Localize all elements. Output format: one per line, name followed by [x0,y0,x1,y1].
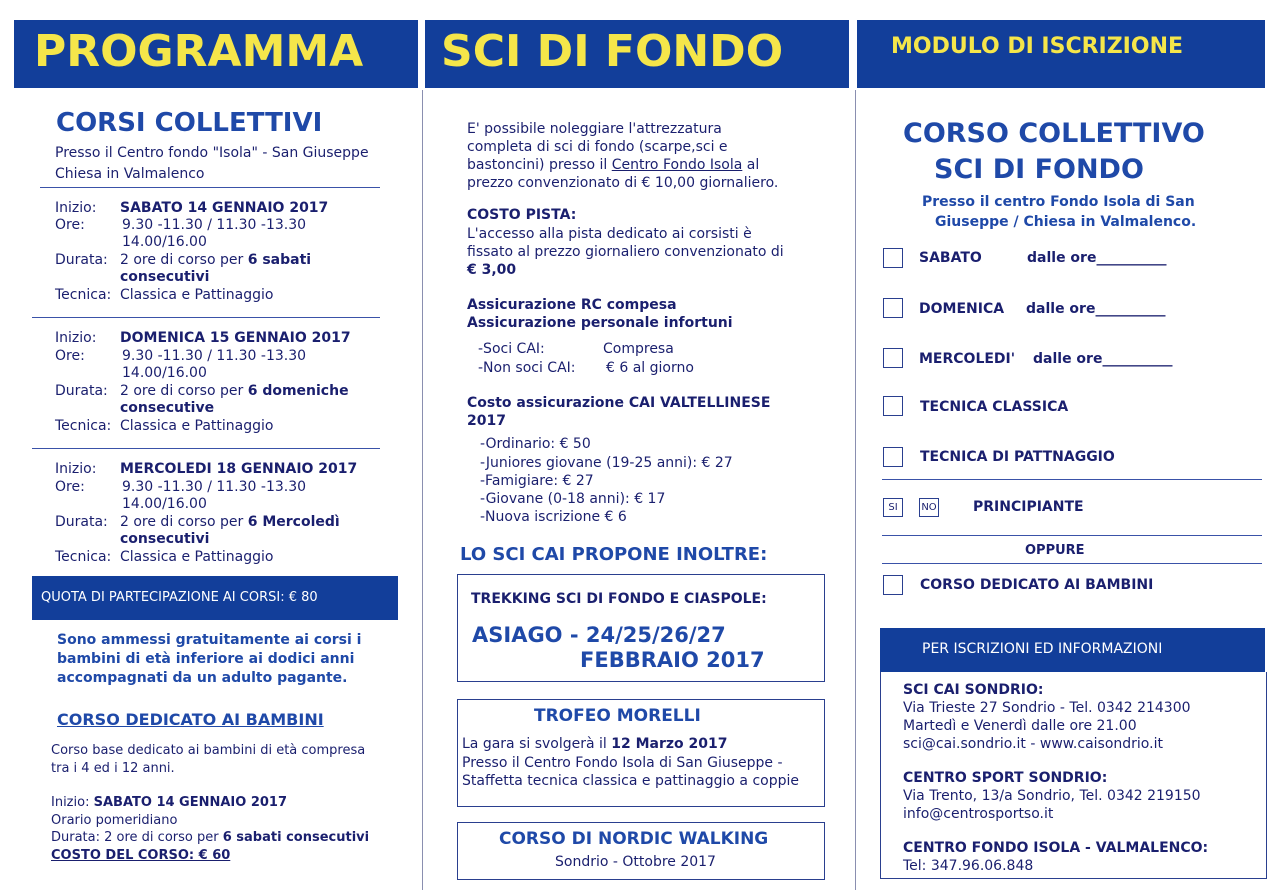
info-banner [880,628,1265,672]
duration-count: 6 Mercoledì [247,514,340,530]
contact-sci-cai-web: sci@cai.sondrio.it - www.caisondrio.it [903,736,1163,752]
divider [882,563,1262,564]
nonsoci-label: -Non soci CAI: [478,360,576,376]
option-mercoledi-time: dalle ore__________ [1033,351,1173,367]
duration-text: 2 ore di corso per [120,252,244,268]
propone-heading: LO SCI CAI PROPONE INOLTRE: [460,544,768,565]
checkbox-tecnica-pattinaggio[interactable] [883,447,903,467]
contact-fondo-isola-phone: Tel: 347.96.06.848 [903,858,1034,874]
pista-price: € 3,00 [467,262,517,278]
cai-insurance-title: Costo assicurazione CAI VALTELLINESE [467,395,771,411]
nordic-subtitle: Sondrio - Ottobre 2017 [555,854,716,870]
option-domenica-time: dalle ore__________ [1026,301,1166,317]
trekking-title: TREKKING SCI DI FONDO E CIASPOLE: [471,591,767,607]
rent-line-1: E' possibile noleggiare l'attrezzatura [467,121,722,137]
duration-text: 2 ore di corso per [120,383,244,399]
soci-value: Compresa [603,341,674,357]
cai-insurance-year: 2017 [467,413,506,429]
free-note-3: accompagnati da un adulto pagante. [57,670,348,686]
checkbox-tecnica-classica[interactable] [883,396,903,416]
course-hours: 9.30 -11.30 / 11.30 -13.30 [122,348,307,364]
free-note-1: Sono ammessi gratuitamente ai corsi i [57,632,362,648]
contact-sci-cai-title: SCI CAI SONDRIO: [903,682,1044,698]
form-subtitle-1: Presso il centro Fondo Isola di San [922,194,1195,210]
option-mercoledi-label: MERCOLEDI' [919,351,1016,367]
course-duration [120,252,311,269]
kids-cost: COSTO DEL CORSO: € 60 [51,848,231,863]
trofeo-line-2: Presso il Centro Fondo Isola di San Giuseppe - [462,755,783,771]
quota-box [32,576,398,620]
checkbox-no[interactable]: NO [919,498,939,517]
banner-programma [14,20,418,88]
contact-centro-sport-email: info@centrosportso.it [903,806,1054,822]
option-sabato-label: SABATO [919,250,982,266]
course-duration-cont: consecutivi [120,269,210,285]
fold-line-left [422,90,423,890]
trekking-date-2: FEBBRAIO 2017 [580,648,765,672]
insurance-personal: Assicurazione personale infortuni [467,315,733,331]
course-technique: Classica e Pattinaggio [120,418,274,434]
course-date: MERCOLEDI 18 GENNAIO 2017 [120,461,358,477]
course-technique-label: Tecnica: [55,549,112,565]
course-hours-extra: 14.00/16.00 [122,496,207,512]
course-technique: Classica e Pattinaggio [120,287,274,303]
option-bambini-label: CORSO DEDICATO AI BAMBINI [920,577,1154,593]
divider [40,187,380,188]
contact-sci-cai-hours: Martedì e Venerdì dalle ore 21.00 [903,718,1137,734]
trofeo-text: La gara si svolgerà il [462,736,607,752]
course-duration-cont: consecutive [120,400,215,416]
banner-modulo-text: MODULO DI ISCRIZIONE [891,34,1184,59]
principiante-label: PRINCIPIANTE [973,499,1084,515]
kids-desc-1: Corso base dedicato ai bambini di età compresa [51,743,366,758]
trofeo-title: TROFEO MORELLI [534,706,701,726]
cai-item: -Juniores giovane (19-25 anni): € 27 [480,455,733,471]
course-hours-label: Ore: [55,348,85,364]
course-hours: 9.30 -11.30 / 11.30 -13.30 [122,217,307,233]
course-start-label: Inizio: [55,461,97,477]
fold-line-right [855,90,856,890]
banner-sci-di-fondo-text: SCI DI FONDO [441,26,784,77]
divider [882,479,1262,480]
contact-sci-cai-address: Via Trieste 27 Sondrio - Tel. 0342 214300 [903,700,1191,716]
kids-time: Orario pomeridiano [51,813,178,828]
course-duration-label: Durata: [55,252,108,268]
kids-duration [51,829,369,846]
checkbox-mercoledi[interactable] [883,348,903,368]
cai-item: -Giovane (0-18 anni): € 17 [480,491,666,507]
course-duration [120,383,349,400]
rent-text-end: al [746,157,760,173]
course-start-label: Inizio: [55,200,97,216]
pista-title: COSTO PISTA: [467,207,577,223]
divider [882,535,1262,536]
course-hours-label: Ore: [55,479,85,495]
rent-line-3 [467,157,759,174]
cai-item: -Ordinario: € 50 [480,436,591,452]
course-technique: Classica e Pattinaggio [120,549,274,565]
trofeo-line-3: Staffetta tecnica classica e pattinaggio a coppie [462,773,799,789]
course-duration-label: Durata: [55,383,108,399]
nonsoci-value: € 6 al giorno [606,360,694,376]
course-duration-cont: consecutivi [120,531,210,547]
location-line-2: Chiesa in Valmalenco [55,166,205,182]
option-tecnica-pattinaggio-label: TECNICA DI PATTNAGGIO [920,449,1115,465]
course-hours-extra: 14.00/16.00 [122,234,207,250]
option-sabato-time: dalle ore__________ [1027,250,1167,266]
oppure-label: OPPURE [1025,543,1085,558]
course-hours: 9.30 -11.30 / 11.30 -13.30 [122,479,307,495]
contact-centro-sport-address: Via Trento, 13/a Sondrio, Tel. 0342 219150 [903,788,1201,804]
kids-start-label: Inizio: [51,795,90,810]
checkbox-si[interactable]: SI [883,498,903,517]
trekking-date-1: ASIAGO - 24/25/26/27 [472,623,726,647]
corsi-collettivi-title: CORSI COLLETTIVI [56,108,323,138]
quota-text: QUOTA DI PARTECIPAZIONE AI CORSI: € 80 [41,590,318,605]
course-hours-label: Ore: [55,217,85,233]
rent-line-2: completa di sci di fondo (scarpe,sci e [467,139,728,155]
nordic-title: CORSO DI NORDIC WALKING [499,829,769,849]
kids-duration-text: Durata: 2 ore di corso per [51,830,219,845]
banner-programma-text: PROGRAMMA [34,26,364,77]
duration-count: 6 sabati [247,252,312,268]
banner-sci-di-fondo [425,20,849,88]
form-title-1: CORSO COLLETTIVO [903,118,1205,149]
kids-start [51,794,287,811]
course-date: SABATO 14 GENNAIO 2017 [120,200,329,216]
trofeo-date: 12 Marzo 2017 [611,736,728,752]
rent-text: bastoncini) presso il [467,157,608,173]
rent-place: Centro Fondo Isola [611,157,743,173]
rent-line-4: prezzo convenzionato di € 10,00 giornaliero. [467,175,779,191]
checkbox-bambini[interactable] [883,575,903,595]
divider [32,448,380,449]
option-domenica-label: DOMENICA [919,301,1005,317]
option-tecnica-classica-label: TECNICA CLASSICA [920,399,1069,415]
pista-line-2: fissato al prezzo giornaliero convenzionato di [467,244,784,260]
divider [32,317,380,318]
kids-course-title: CORSO DEDICATO AI BAMBINI [57,710,324,729]
pista-line-1: L'accesso alla pista dedicato ai corsisti è [467,226,752,242]
info-banner-text: PER ISCRIZIONI ED INFORMAZIONI [922,641,1163,657]
kids-start-date: SABATO 14 GENNAIO 2017 [93,795,288,810]
kids-duration-count: 6 sabati consecutivi [222,830,370,845]
course-hours-extra: 14.00/16.00 [122,365,207,381]
form-title-2: SCI DI FONDO [934,154,1144,185]
contact-centro-sport-title: CENTRO SPORT SONDRIO: [903,770,1108,786]
soci-label: -Soci CAI: [478,341,545,357]
course-duration-label: Durata: [55,514,108,530]
course-start-label: Inizio: [55,330,97,346]
course-duration [120,514,340,531]
course-technique-label: Tecnica: [55,418,112,434]
kids-desc-2: tra i 4 ed i 12 anni. [51,761,175,776]
insurance-rc: Assicurazione RC compesa [467,297,677,313]
form-subtitle-2: Giuseppe / Chiesa in Valmalenco. [935,214,1197,230]
course-technique-label: Tecnica: [55,287,112,303]
trofeo-line-1 [462,736,728,753]
cai-item: -Famigiare: € 27 [480,473,594,489]
duration-count: 6 domeniche [247,383,349,399]
cai-item: -Nuova iscrizione € 6 [480,509,627,525]
free-note-2: bambini di età inferiore ai dodici anni [57,651,355,667]
banner-modulo [857,20,1265,88]
contact-fondo-isola-title: CENTRO FONDO ISOLA - VALMALENCO: [903,840,1209,856]
checkbox-sabato[interactable] [883,248,903,268]
duration-text: 2 ore di corso per [120,514,244,530]
course-date: DOMENICA 15 GENNAIO 2017 [120,330,351,346]
location-line-1: Presso il Centro fondo "Isola" - San Giuseppe [55,145,369,161]
checkbox-domenica[interactable] [883,298,903,318]
